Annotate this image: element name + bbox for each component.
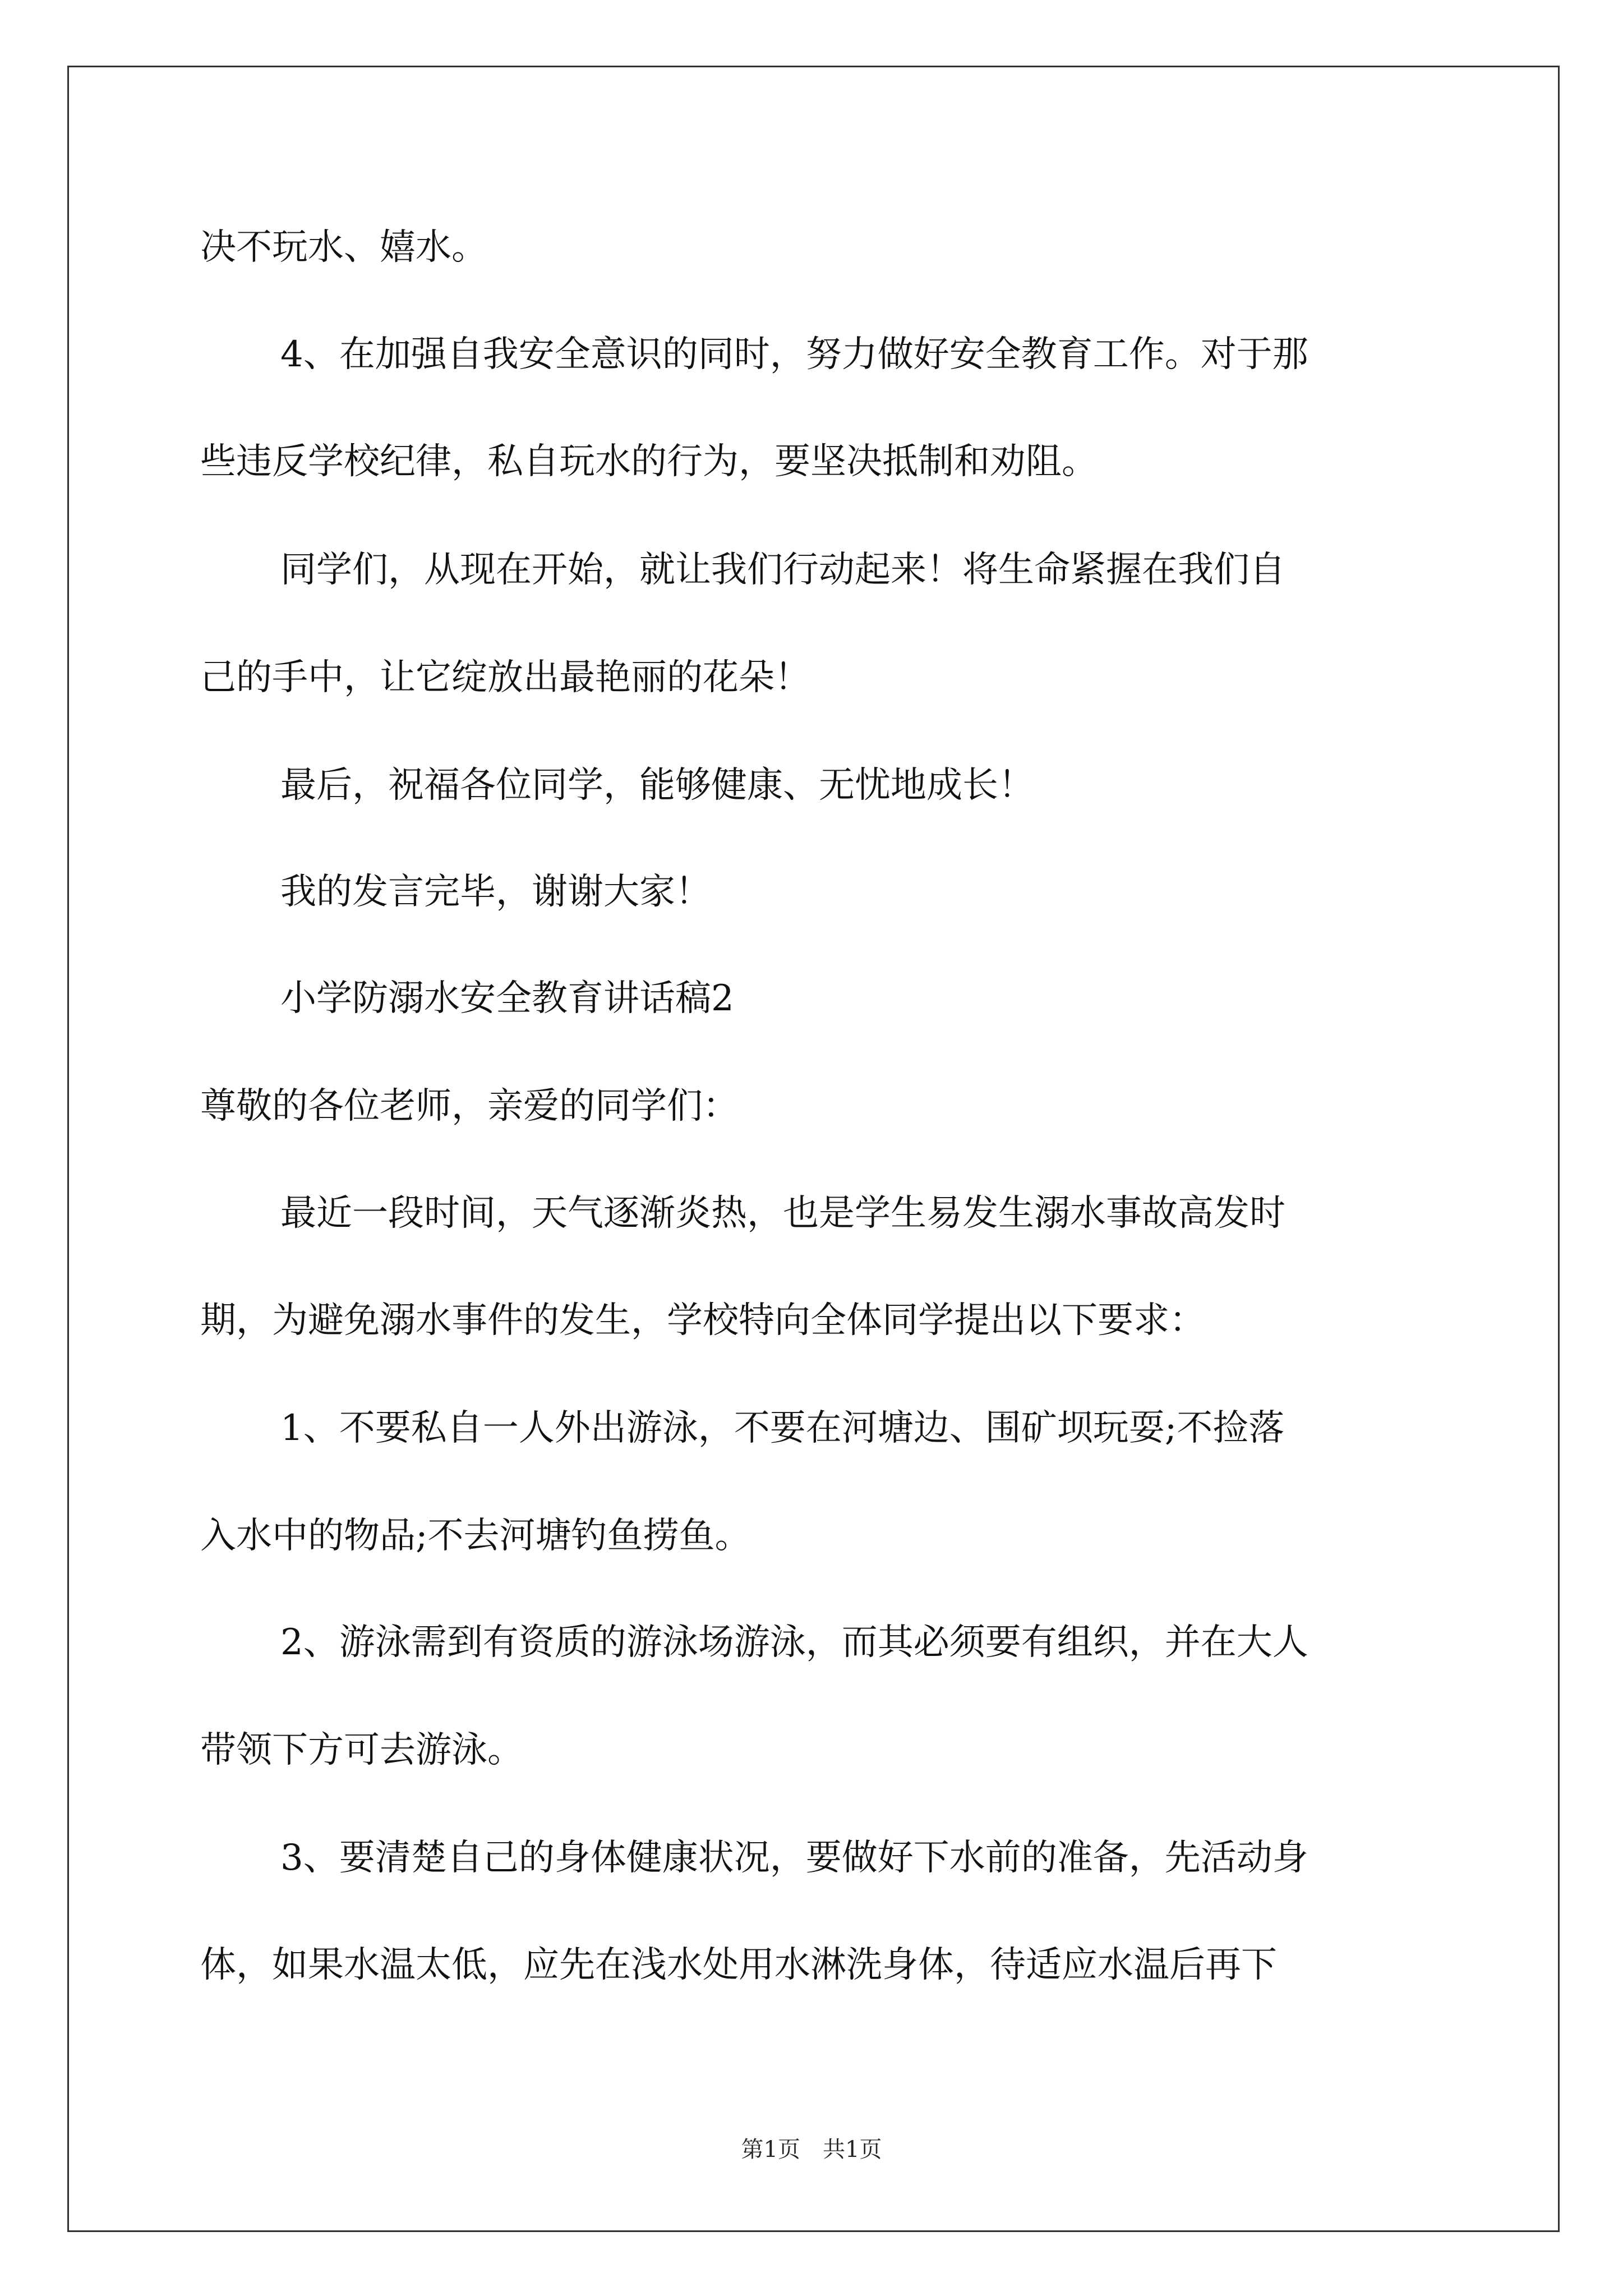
text-line: 同学们，从现在开始，就让我们行动起来！将生命紧握在我们自: [280, 549, 1285, 591]
text-line: 2、游泳需到有资质的游泳场游泳，而其必须要有组织，并在大人: [280, 1622, 1308, 1663]
text-line: 我的发言完毕，谢谢大家！: [280, 871, 711, 913]
text-line: 4、在加强自我安全意识的同时，努力做好安全教育工作。对于那: [280, 334, 1308, 375]
text-line: 些违反学校纪律，私自玩水的行为，要坚决抵制和劝阻。: [200, 441, 1098, 482]
section-title: 小学防溺水安全教育讲话稿2: [280, 978, 734, 1019]
text-line: 期，为避免溺水事件的发生，学校特向全体同学提出以下要求：: [200, 1300, 1205, 1341]
text-line: 决不玩水、嬉水。: [200, 227, 487, 268]
text-line: 入水中的物品;不去河塘钓鱼捞鱼。: [200, 1515, 751, 1557]
text-line: 1、不要私自一人外出游泳，不要在河塘边、围矿坝玩耍;不捡落: [280, 1407, 1285, 1449]
page-number: 第1页 共1页: [741, 2137, 882, 2162]
text-line: 最后，祝福各位同学，能够健康、无忧地成长！: [280, 765, 1034, 806]
page-border: [67, 66, 1560, 2232]
salutation: 尊敬的各位老师，亲爱的同学们：: [200, 1085, 739, 1127]
text-line: 最近一段时间，天气逐渐炎热，也是学生易发生溺水事故高发时: [280, 1193, 1285, 1234]
text-line: 带领下方可去游泳。: [200, 1729, 523, 1771]
text-line: 己的手中，让它绽放出最艳丽的花朵！: [200, 657, 810, 698]
text-line: 3、要清楚自己的身体健康状况，要做好下水前的准备，先活动身: [280, 1837, 1308, 1879]
text-line: 体，如果水温太低，应先在浅水处用水淋洗身体，待适应水温后再下: [200, 1944, 1277, 1986]
